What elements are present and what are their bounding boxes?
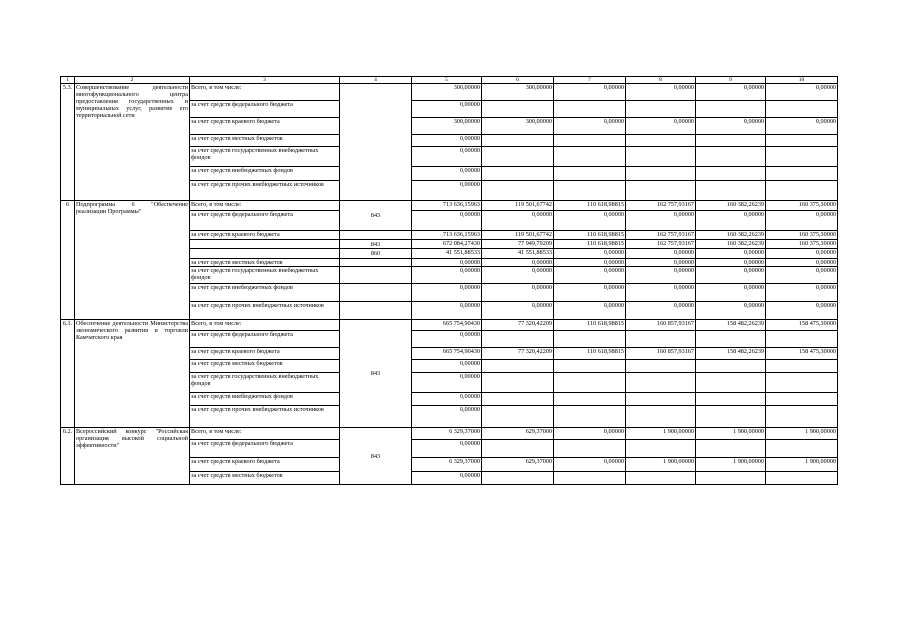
amount-cell: 160 382,26239 (696, 240, 766, 249)
table-row (61, 320, 838, 331)
amount-cell (482, 393, 554, 406)
amount-cell: 0,00000 (412, 147, 482, 167)
amount-cell: 0,00000 (554, 267, 626, 284)
amount-cell (696, 181, 766, 201)
amount-cell: 0,00000 (554, 458, 626, 472)
amount-cell: 110 618,98815 (554, 240, 626, 249)
row-index: 6.2. (61, 428, 75, 485)
amount-cell: 0,00000 (554, 118, 626, 135)
amount-cell (696, 406, 766, 428)
amount-cell (554, 440, 626, 458)
amount-cell (554, 101, 626, 118)
amount-cell: 41 551,88533 (412, 249, 482, 259)
amount-cell: 0,00000 (626, 249, 696, 259)
amount-cell: 0,00000 (412, 440, 482, 458)
amount-cell: 0,00000 (626, 118, 696, 135)
amount-cell: 0,00000 (696, 118, 766, 135)
amount-cell: 1 900,00000 (626, 458, 696, 472)
amount-cell: 0,00000 (696, 284, 766, 302)
amount-cell (554, 406, 626, 428)
amount-cell: 158 475,30000 (766, 348, 838, 360)
amount-cell (482, 167, 554, 181)
amount-cell: 0,00000 (696, 84, 766, 101)
amount-cell: 665 754,90430 (412, 320, 482, 331)
amount-cell: 1 900,00000 (626, 428, 696, 440)
amount-cell (482, 331, 554, 348)
amount-cell (696, 393, 766, 406)
amount-cell: 713 636,15963 (412, 231, 482, 240)
amount-cell (626, 101, 696, 118)
amount-cell (482, 360, 554, 373)
funding-source: за счет средств федерального бюджета (190, 440, 340, 458)
amount-cell (766, 101, 838, 118)
amount-cell (626, 472, 696, 485)
amount-cell: 0,00000 (554, 84, 626, 101)
amount-cell: 77 320,42209 (482, 320, 554, 331)
amount-cell: 0,00000 (766, 249, 838, 259)
funding-source: за счет средств прочих внебюджетных источников (190, 181, 340, 201)
amount-cell: 119 501,67742 (482, 231, 554, 240)
amount-cell: 158 482,26239 (696, 348, 766, 360)
amount-cell (626, 167, 696, 181)
event-name: Всероссийский конкурс "Российская организация высокой социальной эффективности" (75, 428, 190, 485)
amount-cell (696, 360, 766, 373)
funding-source: за счет средств федерального бюджета (190, 101, 340, 118)
budget-code (340, 84, 412, 201)
amount-cell: 158 482,26239 (696, 320, 766, 331)
table-row (61, 84, 838, 101)
budget-code: 843 (340, 428, 412, 485)
amount-cell: 0,00000 (482, 284, 554, 302)
funding-source: за счет средств внебюджетных фондов (190, 167, 340, 181)
budget-code: 843 (340, 201, 412, 231)
funding-source: за счет средств внебюджетных фондов (190, 393, 340, 406)
amount-cell: 0,00000 (696, 302, 766, 320)
amount-cell (626, 406, 696, 428)
amount-cell (554, 360, 626, 373)
amount-cell: 6 329,37000 (412, 458, 482, 472)
amount-cell (696, 147, 766, 167)
funding-source: за счет средств местных бюджетов (190, 259, 340, 267)
amount-cell (626, 135, 696, 147)
amount-cell: 0,00000 (766, 118, 838, 135)
amount-cell (482, 440, 554, 458)
funding-source: Всего, в том числе: (190, 84, 340, 101)
funding-source: Всего, в том числе: (190, 201, 340, 211)
amount-cell: 0,00000 (626, 211, 696, 231)
amount-cell: 162 757,93167 (626, 201, 696, 211)
amount-cell: 0,00000 (412, 472, 482, 485)
funding-source: за счет средств местных бюджетов (190, 135, 340, 147)
event-name: Совершенствование деятельности многофункционального центра предоставления государственных и муниципальных услуг, развитие его территориальной сети (75, 84, 190, 201)
column-number: 9 (696, 77, 766, 84)
header-row (61, 77, 838, 84)
amount-cell (766, 360, 838, 373)
column-number: 1 (61, 77, 75, 84)
amount-cell (482, 181, 554, 201)
funding-source: за счет средств краевого бюджета (190, 118, 340, 135)
amount-cell: 300,00000 (412, 118, 482, 135)
amount-cell: 162 757,93167 (626, 231, 696, 240)
amount-cell: 0,00000 (412, 373, 482, 393)
funding-source: за счет средств внебюджетных фондов (190, 284, 340, 302)
column-number: 2 (75, 77, 190, 84)
amount-cell (554, 331, 626, 348)
amount-cell: 0,00000 (766, 267, 838, 284)
amount-cell (766, 373, 838, 393)
budget-code (340, 302, 412, 320)
funding-source: за счет средств государственных внебюджетных фондов (190, 267, 340, 284)
amount-cell (626, 373, 696, 393)
amount-cell (626, 147, 696, 167)
amount-cell: 0,00000 (554, 249, 626, 259)
column-number: 6 (482, 77, 554, 84)
amount-cell: 0,00000 (696, 267, 766, 284)
amount-cell: 0,00000 (412, 302, 482, 320)
budget-code: 843 (340, 240, 412, 249)
budget-code: 860 (340, 249, 412, 259)
amount-cell (482, 472, 554, 485)
funding-source: за счет средств краевого бюджета (190, 348, 340, 360)
column-number: 10 (766, 77, 838, 84)
amount-cell: 300,00000 (412, 84, 482, 101)
column-number: 8 (626, 77, 696, 84)
funding-source: за счет средств федерального бюджета (190, 211, 340, 231)
amount-cell (554, 167, 626, 181)
amount-cell (626, 440, 696, 458)
amount-cell: 0,00000 (554, 284, 626, 302)
amount-cell (482, 373, 554, 393)
amount-cell: 0,00000 (412, 211, 482, 231)
amount-cell: 0,00000 (412, 167, 482, 181)
amount-cell: 110 618,98815 (554, 231, 626, 240)
amount-cell: 629,37000 (482, 428, 554, 440)
amount-cell (626, 331, 696, 348)
funding-source: за счет средств государственных внебюджетных фондов (190, 147, 340, 167)
amount-cell: 0,00000 (412, 181, 482, 201)
amount-cell: 713 636,15963 (412, 201, 482, 211)
amount-cell: 160 382,26239 (696, 201, 766, 211)
amount-cell: 160 382,26239 (696, 231, 766, 240)
amount-cell (482, 135, 554, 147)
amount-cell: 77 949,79209 (482, 240, 554, 249)
amount-cell: 160 857,93167 (626, 348, 696, 360)
amount-cell: 160 375,30000 (766, 240, 838, 249)
amount-cell: 0,00000 (626, 302, 696, 320)
event-name: Обеспечение деятельности Министерства экономического развития и торговли Камчатского края (75, 320, 190, 428)
funding-source: за счет средств местных бюджетов (190, 360, 340, 373)
event-name: Подпрограмма 6 "Обеспечение реализации Программы" (75, 201, 190, 320)
amount-cell: 0,00000 (412, 101, 482, 118)
amount-cell: 0,00000 (482, 211, 554, 231)
column-number: 3 (190, 77, 340, 84)
column-number: 4 (340, 77, 412, 84)
amount-cell: 665 754,90430 (412, 348, 482, 360)
amount-cell: 0,00000 (412, 267, 482, 284)
amount-cell (696, 135, 766, 147)
amount-cell: 0,00000 (766, 259, 838, 267)
funding-source (190, 249, 340, 259)
amount-cell (696, 167, 766, 181)
amount-cell (696, 472, 766, 485)
amount-cell (766, 440, 838, 458)
amount-cell: 0,00000 (766, 302, 838, 320)
amount-cell (626, 181, 696, 201)
amount-cell (554, 181, 626, 201)
amount-cell: 0,00000 (412, 406, 482, 428)
amount-cell: 0,00000 (626, 284, 696, 302)
amount-cell: 1 900,00000 (696, 458, 766, 472)
amount-cell: 0,00000 (482, 259, 554, 267)
amount-cell: 160 375,30000 (766, 201, 838, 211)
amount-cell (766, 331, 838, 348)
amount-cell (482, 406, 554, 428)
amount-cell: 0,00000 (412, 259, 482, 267)
budget-code (340, 231, 412, 240)
amount-cell: 0,00000 (412, 393, 482, 406)
amount-cell: 629,37000 (482, 458, 554, 472)
amount-cell: 160 857,93167 (626, 320, 696, 331)
funding-source: Всего, в том числе: (190, 428, 340, 440)
funding-source: за счет средств краевого бюджета (190, 231, 340, 240)
amount-cell: 0,00000 (696, 211, 766, 231)
amount-cell: 6 329,37000 (412, 428, 482, 440)
funding-source: за счет средств прочих внебюджетных источников (190, 406, 340, 428)
amount-cell: 1 900,00000 (766, 428, 838, 440)
amount-cell: 0,00000 (626, 84, 696, 101)
amount-cell: 672 084,27430 (412, 240, 482, 249)
amount-cell: 110 618,98815 (554, 201, 626, 211)
amount-cell (766, 406, 838, 428)
amount-cell (766, 135, 838, 147)
amount-cell: 119 501,67742 (482, 201, 554, 211)
amount-cell: 110 618,98815 (554, 320, 626, 331)
amount-cell: 1 900,00000 (766, 458, 838, 472)
amount-cell: 0,00000 (766, 84, 838, 101)
column-number: 5 (412, 77, 482, 84)
amount-cell: 0,00000 (482, 267, 554, 284)
amount-cell: 162 757,93167 (626, 240, 696, 249)
amount-cell: 110 618,98815 (554, 348, 626, 360)
budget-code (340, 284, 412, 302)
row-index: 6.1. (61, 320, 75, 428)
funding-source: за счет средств местных бюджетов (190, 472, 340, 485)
amount-cell (482, 147, 554, 167)
budget-code: 843 (340, 320, 412, 428)
budget-table (60, 76, 838, 485)
amount-cell (766, 167, 838, 181)
amount-cell: 0,00000 (696, 259, 766, 267)
funding-source: Всего, в том числе: (190, 320, 340, 331)
amount-cell (554, 472, 626, 485)
amount-cell: 0,00000 (482, 302, 554, 320)
amount-cell: 0,00000 (626, 267, 696, 284)
amount-cell (626, 393, 696, 406)
amount-cell: 160 375,30000 (766, 231, 838, 240)
amount-cell (554, 393, 626, 406)
amount-cell (766, 472, 838, 485)
amount-cell: 0,00000 (766, 284, 838, 302)
amount-cell: 158 475,30000 (766, 320, 838, 331)
amount-cell: 0,00000 (554, 211, 626, 231)
amount-cell: 300,00000 (482, 84, 554, 101)
amount-cell (554, 373, 626, 393)
column-number: 7 (554, 77, 626, 84)
amount-cell (696, 331, 766, 348)
amount-cell (554, 147, 626, 167)
amount-cell (626, 360, 696, 373)
amount-cell: 0,00000 (412, 360, 482, 373)
amount-cell: 1 900,00000 (696, 428, 766, 440)
row-index: 6 (61, 201, 75, 320)
amount-cell (554, 135, 626, 147)
amount-cell (696, 440, 766, 458)
amount-cell (766, 181, 838, 201)
funding-source: за счет средств прочих внебюджетных источников (190, 302, 340, 320)
funding-source: за счет средств краевого бюджета (190, 458, 340, 472)
amount-cell: 0,00000 (412, 331, 482, 348)
funding-source: за счет средств федерального бюджета (190, 331, 340, 348)
amount-cell (766, 393, 838, 406)
table-row (61, 201, 838, 211)
amount-cell (482, 101, 554, 118)
amount-cell (696, 101, 766, 118)
row-index: 5.3. (61, 84, 75, 201)
funding-source: за счет средств государственных внебюджетных фондов (190, 373, 340, 393)
amount-cell: 0,00000 (412, 135, 482, 147)
amount-cell: 0,00000 (766, 211, 838, 231)
amount-cell: 0,00000 (412, 284, 482, 302)
amount-cell: 0,00000 (554, 259, 626, 267)
amount-cell: 77 320,42209 (482, 348, 554, 360)
amount-cell (766, 147, 838, 167)
amount-cell: 41 551,88533 (482, 249, 554, 259)
funding-source (190, 240, 340, 249)
amount-cell: 0,00000 (554, 428, 626, 440)
budget-code (340, 259, 412, 267)
budget-code (340, 267, 412, 284)
amount-cell (696, 373, 766, 393)
amount-cell: 0,00000 (696, 249, 766, 259)
amount-cell: 300,00000 (482, 118, 554, 135)
table-row (61, 428, 838, 440)
amount-cell: 0,00000 (626, 259, 696, 267)
amount-cell: 0,00000 (554, 302, 626, 320)
